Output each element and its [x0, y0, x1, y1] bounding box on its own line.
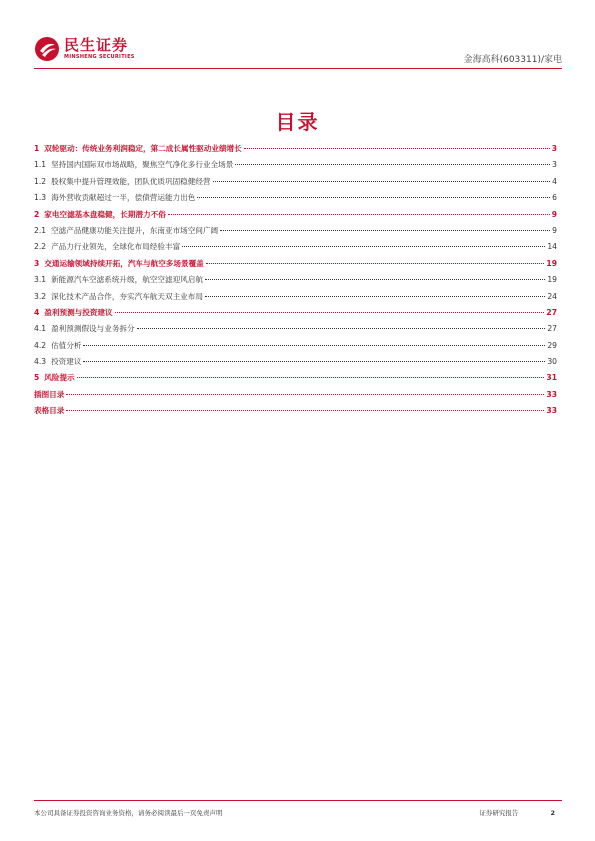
brand-logo [34, 34, 135, 64]
toc-entry-title: 表格目录 [34, 406, 65, 416]
header-divider [34, 68, 562, 69]
toc-entry-page: 33 [546, 406, 557, 416]
toc-leader-dots [213, 181, 551, 182]
toc-entry[interactable] [34, 225, 557, 241]
toc-leader-dots [206, 263, 545, 264]
toc-leader-dots [77, 377, 545, 378]
footer-divider [34, 800, 562, 801]
toc-entry[interactable] [34, 274, 557, 290]
footer-page-number: 2 [550, 809, 555, 817]
toc-entry[interactable] [34, 159, 557, 175]
toc-leader-dots [235, 164, 550, 165]
toc-entry-number: 3 [34, 258, 40, 268]
toc-leader-dots [220, 230, 550, 231]
toc-entry-title: 产品力行业领先，全球化布局经验丰富 [51, 242, 181, 252]
toc-leader-dots [83, 361, 545, 362]
toc-entry-number: 1.1 [34, 160, 47, 170]
toc-entry-page: 3 [551, 144, 557, 153]
toc-entry-number: 4.1 [34, 324, 47, 334]
toc-entry-title: 盈利预测与投资建议 [44, 307, 113, 317]
table-of-contents [34, 143, 557, 422]
toc-entry-number: 2.2 [34, 242, 47, 252]
toc-entry[interactable] [34, 307, 557, 323]
toc-entry[interactable] [34, 192, 557, 208]
toc-entry-page: 33 [546, 389, 557, 399]
toc-entry-page: 14 [547, 242, 557, 252]
toc-entry-title: 家电空滤基本盘稳健，长期潜力不俗 [44, 209, 166, 219]
toc-entry-number: 2 [34, 209, 40, 219]
toc-entry-page: 4 [552, 176, 557, 186]
toc-leader-dots [66, 394, 544, 395]
toc-leader-dots [137, 328, 546, 329]
minsheng-logo-icon [34, 36, 60, 62]
toc-entry[interactable] [34, 209, 557, 225]
footer-meta [479, 808, 555, 817]
toc-entry-title: 盈利预测假设与业务拆分 [51, 324, 135, 334]
toc-entry-title: 海外营收贡献超过一半，偿债营运能力出色 [51, 193, 196, 203]
toc-entry-number: 4.2 [34, 340, 47, 350]
toc-entry[interactable] [34, 389, 557, 405]
toc-entry-page: 31 [546, 373, 557, 383]
toc-entry-page: 24 [547, 291, 557, 301]
toc-entry[interactable] [34, 176, 557, 192]
toc-entry-title: 交通运输领域持续开拓，汽车与航空多场景覆盖 [44, 258, 204, 268]
toc-entry-title: 风险提示 [44, 373, 75, 383]
toc-entry-page: 6 [552, 193, 557, 203]
toc-entry-page: 19 [546, 258, 557, 268]
toc-entry[interactable] [34, 291, 557, 307]
toc-entry[interactable] [34, 323, 557, 339]
toc-entry-title: 双轮驱动：传统业务利润稳定，第二成长属性驱动业绩增长 [44, 144, 242, 153]
toc-leader-dots [244, 148, 550, 149]
toc-entry-title: 插图目录 [34, 389, 65, 399]
toc-leader-dots [66, 410, 544, 411]
toc-entry-number: 1 [34, 144, 40, 153]
toc-leader-dots [205, 296, 545, 297]
toc-entry[interactable] [34, 241, 557, 257]
toc-entry-page: 27 [547, 324, 557, 334]
toc-entry-number: 3.2 [34, 291, 47, 301]
toc-entry-number: 3.1 [34, 275, 47, 285]
brand-name-en: MINSHENG SECURITIES [64, 54, 135, 60]
toc-entry-page: 19 [547, 275, 557, 285]
toc-entry[interactable] [34, 405, 557, 421]
toc-entry[interactable] [34, 356, 557, 372]
toc-leader-dots [115, 312, 545, 313]
brand-name-cn: 民生证券 [64, 36, 129, 54]
page-title: 目录 [275, 110, 320, 134]
toc-entry-number: 1.2 [34, 176, 47, 186]
toc-leader-dots [182, 246, 545, 247]
report-tag: 金海高科(603311)/家电 [463, 55, 562, 65]
toc-entry[interactable] [34, 143, 557, 159]
toc-entry-number: 4 [34, 307, 40, 317]
toc-entry-title: 新能源汽车空滤系统升级，航空空滤迎风启航 [51, 275, 203, 285]
toc-entry-page: 27 [546, 307, 557, 317]
toc-leader-dots [83, 345, 545, 346]
toc-entry-page: 29 [547, 340, 557, 350]
toc-entry-number: 2.1 [34, 225, 47, 235]
toc-entry-number: 4.3 [34, 357, 47, 367]
toc-leader-dots [168, 214, 550, 215]
toc-entry-page: 9 [552, 225, 557, 235]
toc-entry-page: 30 [547, 357, 557, 367]
toc-entry-number: 5 [34, 373, 40, 383]
toc-entry-title: 空滤产品健康功能关注提升，东南亚市场空间广阔 [51, 225, 219, 235]
toc-entry-page: 3 [552, 160, 557, 170]
toc-entry-title: 坚持国内国际双市场战略，聚焦空气净化多行业全场景 [51, 160, 234, 170]
toc-entry[interactable] [34, 372, 557, 388]
toc-entry[interactable] [34, 340, 557, 356]
footer-doc-type: 证券研究报告 [479, 809, 519, 817]
toc-entry-title: 投资建议 [51, 357, 82, 367]
toc-leader-dots [205, 279, 545, 280]
toc-entry[interactable] [34, 258, 557, 274]
toc-entry-title: 估值分析 [51, 340, 82, 350]
toc-entry-number: 1.3 [34, 193, 47, 203]
toc-entry-title: 深化技术产品合作，夯实汽车航天双主业布局 [51, 291, 203, 301]
toc-entry-title: 股权集中提升管理效能，团队优质巩固稳健经营 [51, 176, 211, 186]
page-header [34, 34, 562, 68]
footer-disclaimer: 本公司具备证券投资咨询业务资格，请务必阅读最后一页免责声明 [34, 809, 223, 817]
toc-entry-page: 9 [551, 209, 557, 219]
toc-leader-dots [197, 197, 550, 198]
